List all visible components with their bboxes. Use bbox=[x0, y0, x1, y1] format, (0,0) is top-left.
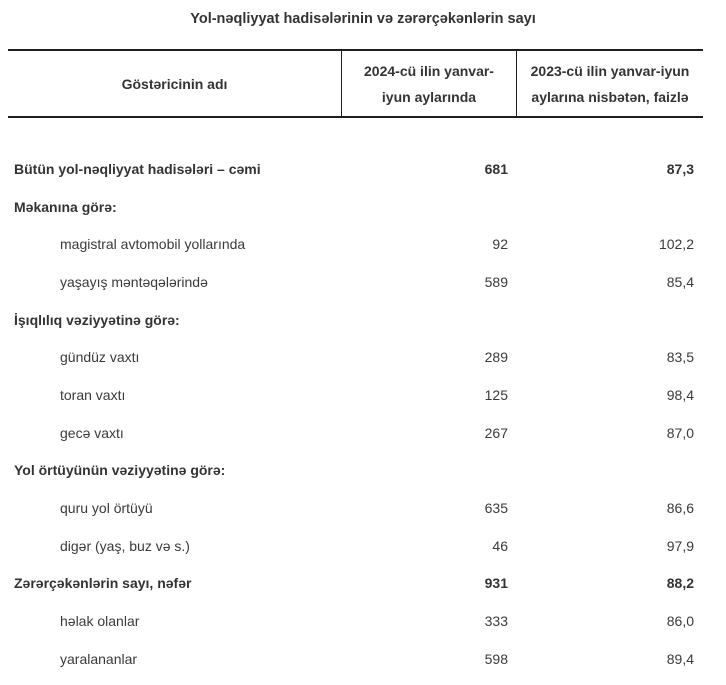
row-label: Zərərçəkənlərin sayı, nəfər bbox=[14, 575, 192, 592]
row-label: yaralananlar bbox=[60, 650, 138, 667]
row-label: digər (yaş, buz və s.) bbox=[60, 537, 190, 554]
table-row-section-lighting bbox=[8, 301, 703, 339]
stats-table bbox=[8, 49, 703, 678]
table-row-other-surface bbox=[8, 527, 703, 565]
row-value-2023: 97,9 bbox=[666, 537, 694, 554]
header-2023-line1: 2023-cü ilin yanvar-iyun bbox=[530, 62, 690, 79]
row-label: həlak olanlar bbox=[60, 613, 140, 630]
table-row-highways bbox=[8, 225, 703, 263]
row-value-2024: 289 bbox=[484, 349, 508, 366]
table-row-section-road-surface bbox=[8, 452, 703, 490]
table-row-deaths bbox=[8, 602, 703, 640]
row-value-2024: 598 bbox=[484, 650, 508, 667]
row-value-2023: 86,6 bbox=[666, 500, 694, 517]
row-value-2024: 931 bbox=[484, 575, 508, 592]
row-value-2024: 681 bbox=[484, 160, 508, 177]
row-value-2023: 98,4 bbox=[666, 386, 694, 403]
page-title: Yol-nəqliyyat hadisələrinin və zərərçəkənlərin sayı bbox=[190, 11, 536, 27]
row-label: quru yol örtüyü bbox=[60, 500, 153, 517]
table-row-injured bbox=[8, 640, 703, 678]
table-body bbox=[8, 150, 703, 678]
row-value-2024: 267 bbox=[484, 424, 508, 441]
table-header bbox=[8, 49, 703, 118]
row-label: gündüz vaxtı bbox=[60, 349, 140, 366]
header-cell-2024 bbox=[341, 51, 516, 116]
header-cell-2023 bbox=[516, 51, 703, 116]
table-row-section-location bbox=[8, 188, 703, 226]
table-row-twilight bbox=[8, 376, 703, 414]
row-label: Bütün yol-nəqliyyat hadisələri – cəmi bbox=[14, 160, 261, 177]
row-value-2023: 102,2 bbox=[658, 236, 694, 253]
header-indicator-label: Göstəricinin adı bbox=[121, 75, 228, 92]
row-value-2023: 86,0 bbox=[666, 613, 694, 630]
table-row-night bbox=[8, 414, 703, 452]
row-value-2023: 83,5 bbox=[666, 349, 694, 366]
row-label: gecə vaxtı bbox=[60, 424, 124, 441]
row-label: magistral avtomobil yollarında bbox=[60, 236, 246, 253]
row-value-2024: 125 bbox=[484, 386, 508, 403]
header-2024-line1: 2024-cü ilin yanvar- bbox=[364, 62, 494, 79]
row-value-2023: 87,3 bbox=[666, 160, 694, 177]
table-row-dry-surface bbox=[8, 489, 703, 527]
row-label: İşıqlılıq vəziyyətinə görə: bbox=[14, 311, 180, 328]
row-value-2024: 46 bbox=[492, 537, 508, 554]
header-cell-indicator bbox=[8, 51, 341, 116]
row-label: Yol örtüyünün vəziyyətinə görə: bbox=[14, 462, 226, 479]
row-label: yaşayış məntəqələrində bbox=[60, 273, 208, 290]
header-2023-line2: aylarına nisbətən, faizlə bbox=[531, 88, 689, 105]
row-value-2023: 85,4 bbox=[666, 273, 694, 290]
table-row-total-accidents bbox=[8, 150, 703, 188]
row-label: Məkanına görə: bbox=[14, 198, 117, 215]
row-value-2023: 88,2 bbox=[666, 575, 694, 592]
table-row-settlements bbox=[8, 263, 703, 301]
row-value-2024: 635 bbox=[484, 500, 508, 517]
row-value-2024: 333 bbox=[484, 613, 508, 630]
table-row-daytime bbox=[8, 338, 703, 376]
row-value-2024: 92 bbox=[492, 236, 508, 253]
row-value-2024: 589 bbox=[484, 273, 508, 290]
row-label: toran vaxtı bbox=[60, 386, 126, 403]
row-value-2023: 89,4 bbox=[666, 650, 694, 667]
table-row-total-victims bbox=[8, 565, 703, 603]
header-2024-line2: iyun aylarında bbox=[381, 88, 477, 105]
row-value-2023: 87,0 bbox=[666, 424, 694, 441]
